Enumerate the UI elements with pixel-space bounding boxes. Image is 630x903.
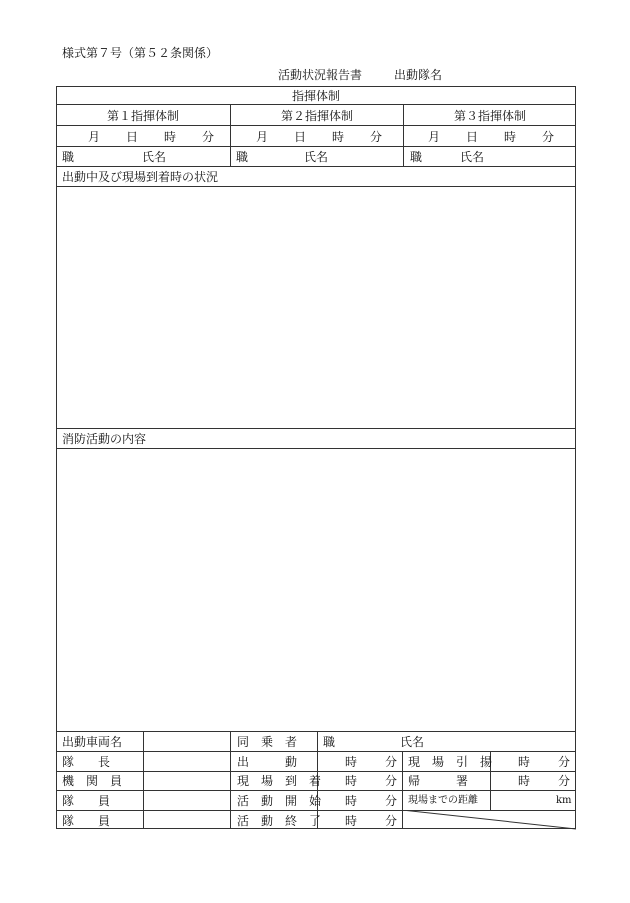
arrival-time — [345, 774, 397, 788]
minute-label: 分 — [369, 130, 382, 144]
start-time — [345, 794, 397, 808]
hour-label: 時 — [163, 130, 176, 144]
end-time — [345, 814, 397, 828]
return-label: 帰 署 — [408, 774, 469, 788]
hour-label: 時 — [345, 814, 358, 828]
command-header: 指揮体制 — [291, 89, 340, 103]
fire-activity-heading: 消防活動の内容 — [62, 432, 147, 446]
date-row-1 — [88, 130, 214, 144]
form-number: 様式第７号（第５２条関係） — [62, 46, 219, 60]
command-system-3: 第３指揮体制 — [453, 109, 526, 123]
diagonal-strike — [402, 810, 576, 830]
dispatch-label: 出 動 — [237, 755, 298, 769]
hour-label: 時 — [518, 774, 531, 788]
rule — [56, 104, 576, 105]
chief-label: 隊 長 — [62, 755, 111, 769]
command-system-1: 第１指揮体制 — [106, 109, 179, 123]
minute-label: 分 — [201, 130, 214, 144]
month-label: 月 — [88, 130, 101, 144]
month-label: 月 — [256, 130, 269, 144]
passenger-post-label: 職 — [323, 735, 336, 749]
post-label-3: 職 — [410, 150, 423, 164]
engineer-label: 機 関 員 — [62, 774, 123, 788]
arrival-label: 現 場 到 着 — [237, 774, 322, 788]
distance-label: 現場までの距離 — [408, 795, 478, 806]
rule — [56, 428, 576, 429]
rule — [56, 166, 576, 167]
report-title: 活動状況報告書 — [278, 68, 363, 82]
rule — [230, 731, 231, 829]
withdrawal-time — [518, 755, 570, 769]
vehicle-name-label: 出動車両名 — [62, 735, 123, 749]
km-unit: km — [556, 795, 572, 806]
end-label: 活 動 終 了 — [237, 814, 322, 828]
return-time — [518, 774, 570, 788]
date-row-2 — [256, 130, 382, 144]
hour-label: 時 — [331, 130, 344, 144]
post-label-1: 職 — [62, 150, 75, 164]
command-system-2: 第２指揮体制 — [280, 109, 353, 123]
month-label: 月 — [428, 130, 441, 144]
day-label: 日 — [293, 130, 306, 144]
hour-label: 時 — [518, 755, 531, 769]
minute-label: 分 — [557, 755, 570, 769]
member-label-1: 隊 員 — [62, 794, 111, 808]
rule — [143, 731, 144, 829]
name-label-2: 氏名 — [304, 150, 329, 164]
rule — [56, 146, 576, 147]
minute-label: 分 — [384, 755, 397, 769]
name-label-1: 氏名 — [142, 150, 167, 164]
form-frame — [56, 86, 576, 829]
rule — [56, 125, 576, 126]
rule — [56, 731, 576, 732]
minute-label: 分 — [384, 814, 397, 828]
withdrawal-label: 現 場 引 揚 — [408, 755, 493, 769]
passenger-label: 同 乗 者 — [237, 735, 298, 749]
day-label: 日 — [125, 130, 138, 144]
unit-name-label: 出動隊名 — [394, 68, 443, 82]
minute-label: 分 — [384, 794, 397, 808]
hour-label: 時 — [345, 755, 358, 769]
date-row-3 — [428, 130, 554, 144]
rule — [56, 771, 576, 772]
dispatch-status-heading: 出動中及び現場到着時の状況 — [62, 170, 219, 184]
minute-label: 分 — [384, 774, 397, 788]
hour-label: 時 — [503, 130, 516, 144]
minute-label: 分 — [541, 130, 554, 144]
rule — [56, 790, 576, 791]
start-label: 活 動 開 始 — [237, 794, 322, 808]
hour-label: 時 — [345, 774, 358, 788]
rule — [56, 751, 576, 752]
minute-label: 分 — [557, 774, 570, 788]
dispatch-time — [345, 755, 397, 769]
name-label-3: 氏名 — [460, 150, 485, 164]
rule — [56, 448, 576, 449]
hour-label: 時 — [345, 794, 358, 808]
post-label-2: 職 — [236, 150, 249, 164]
passenger-name-label: 氏名 — [400, 735, 425, 749]
day-label: 日 — [465, 130, 478, 144]
member-label-2: 隊 員 — [62, 814, 111, 828]
rule — [56, 186, 576, 187]
